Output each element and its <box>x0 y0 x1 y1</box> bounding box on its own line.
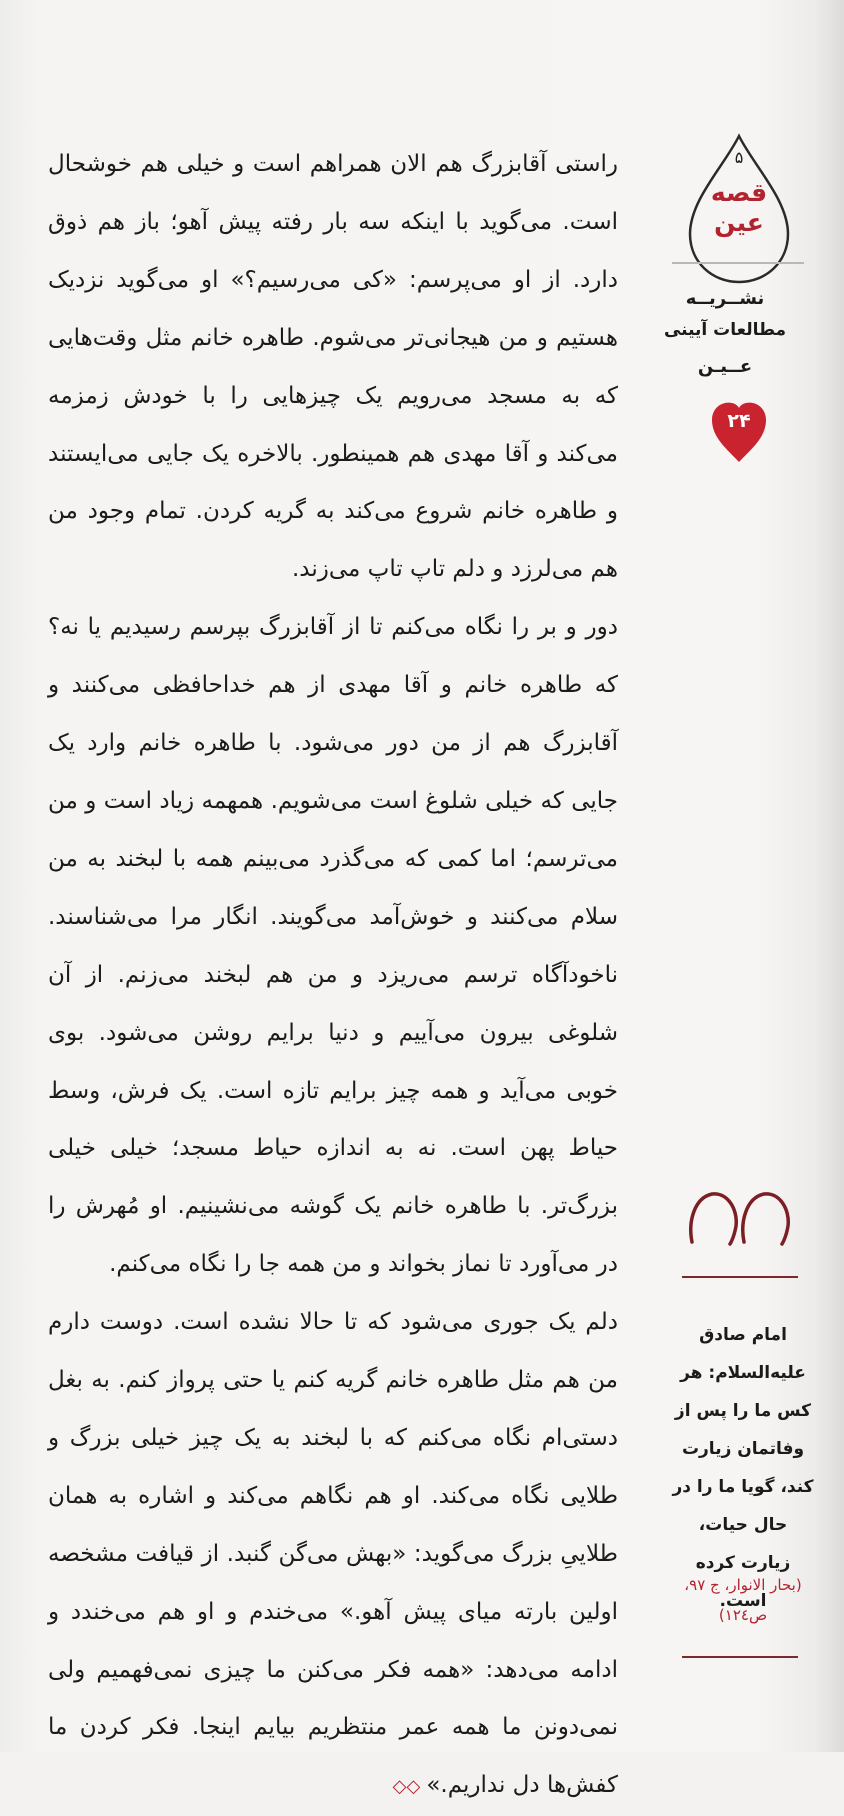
article-body <box>48 136 618 1816</box>
emblem-divider <box>672 262 804 264</box>
page-number-badge <box>708 398 770 464</box>
end-of-article-icon: ◇◇ <box>392 1776 421 1798</box>
paragraph-2: دور و بر را نگاه می‌کنم تا از آقابزرگ بپرسم رسیدیم یا نه؟ که طاهره خانم و آقا مهدی از هم خداحافظی می‌کنند و آقابزرگ هم از من دور می‌شود. با طاهره خانم وارد یک جایی که خیلی شلوغ است می‌شویم. همهمه زیاد است و من می‌ترسم؛ اما کمی که می‌گذرد می‌بینم همه با لبخند به من سلام می‌کنند و خوش‌آمد می‌گویند. انگار مرا می‌شناسند. ناخودآگاه ترسم می‌ریزد و من هم لبخند می‌زنم. از آن شلوغی بیرون می‌آییم و دنیا برایم روشن می‌شود. بوی خوبی می‌آید و همه چیز برایم تازه است. یک فرش، وسط حیاط پهن است. نه به اندازه حیاط مسجد؛ خیلی خیلی بزرگ‌تر. با طاهره خانم یک گوشه می‌نشینیم. او مُهرش را در می‌آورد تا نماز بخواند و من همه جا را نگاه می‌کنم. <box>48 614 618 1278</box>
hadith-quote: امام صادق علیه‌السلام: هر کس ما را پس از وفاتمان زیارت کند، گویا ما را در حال حیات، زیارت کرده است. <box>672 1325 814 1611</box>
paragraph-3 <box>48 1294 618 1816</box>
page-number: ۲۴ <box>727 410 751 432</box>
quote-top-divider <box>682 1276 798 1278</box>
paragraph-1: راستی آقابزرگ هم الان همراهم است و خیلی هم خوشحال است. می‌گوید با اینکه سه بار رفته پیش آهو؛ باز هم ذوق دارد. از او می‌پرسم: «کی می‌رسیم؟» او می‌گوید نزدیک هستیم و من هیجانی‌تر می‌شوم. طاهره خانم مثل وقت‌هایی که به مسجد می‌رویم یک چیزهایی را با خودش زمزمه می‌کند و آقا مهدی هم همینطور. بالاخره یک جایی می‌ایستند و طاهره خانم شروع می‌کند به گریه کردن. تمام وجود من هم می‌لرزد و دلم تاپ تاپ می‌زند. <box>48 151 618 583</box>
publication-label-line3: عــیـن <box>697 356 753 377</box>
paragraph-3-text: دلم یک جوری می‌شود که تا حالا نشده است. دوست دارم من هم مثل طاهره خانم گریه کنم یا حتی پرواز کنم. به بغل دستی‌ام نگاه می‌کنم که با لبخند به یک چیز خیلی بزرگ و طلایی نگاه می‌کند. او هم نگاهم می‌کند و اشاره به همان طلاییِ بزرگ می‌گوید: «بهش می‌گن گنبد. از قیافت مشخصه اولین بارته میای پیش آهو.» می‌خندم و او هم می‌خندد و ادامه می‌دهد: «همه فکر می‌کنن ما چیزی نمی‌فهمیم ولی نمی‌دونن ما همه عمر منتظریم بیایم اینجا. فکر کردن ما کفش‌ها دل نداریم.» <box>48 1309 618 1799</box>
quote-citation: (بحار الانوار، ج ۹۷، ص۱۲٤) <box>684 1576 802 1624</box>
quotation-mark-icon <box>686 1186 796 1250</box>
quote-bottom-divider <box>682 1656 798 1658</box>
section-number: ۵ <box>734 148 744 167</box>
section-title-line1: قصه <box>710 178 768 207</box>
publication-label-line2: مطالعات آیینی <box>663 320 787 340</box>
section-title-line2: عین <box>714 208 764 237</box>
publication-label-line1: نشــریــه <box>685 288 765 309</box>
section-emblem <box>680 130 798 290</box>
page-edge <box>814 0 844 1752</box>
